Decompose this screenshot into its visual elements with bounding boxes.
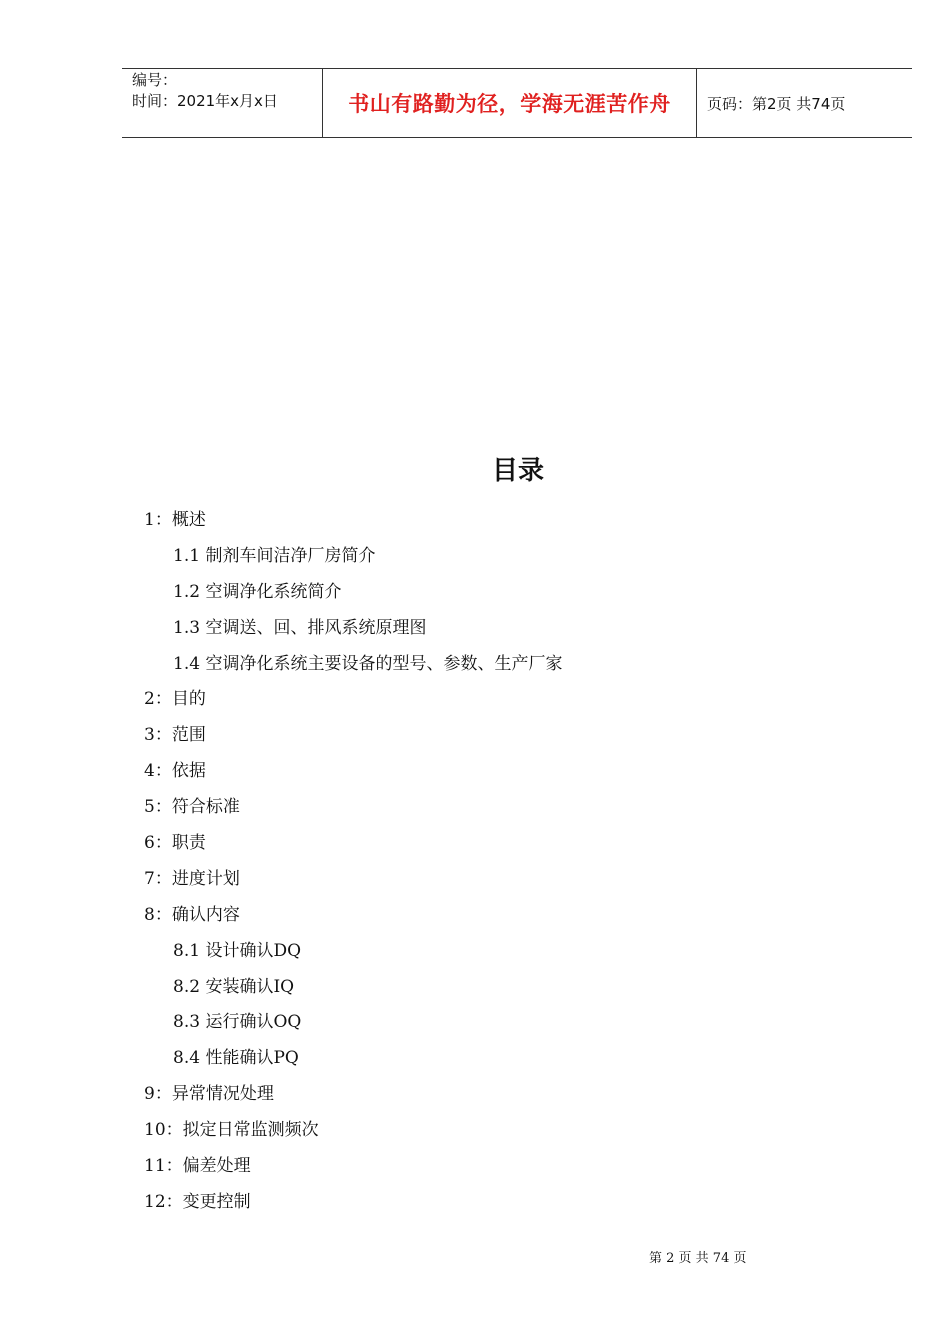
page-footer: 第 2 页 共 74 页 — [649, 1251, 747, 1266]
toc-entry: 8.2 安装确认IQ — [173, 976, 295, 997]
toc-entry: 8.4 性能确认PQ — [173, 1048, 299, 1069]
toc-entry: 5：符合标准 — [144, 797, 240, 818]
header-meta — [122, 69, 323, 137]
document-number-label: 编号： — [132, 71, 178, 89]
toc-entry: 8：确认内容 — [144, 904, 240, 925]
toc-entry: 4：依据 — [144, 761, 206, 782]
table-of-contents — [144, 505, 562, 1223]
toc-entry: 1.3 空调送、回、排风系统原理图 — [173, 617, 427, 638]
toc-entry: 2：目的 — [144, 689, 206, 710]
document-time-label: 时间：2021年x月x日 — [132, 92, 278, 110]
toc-entry: 3：范围 — [144, 725, 206, 746]
toc-entry: 1.2 空调净化系统简介 — [173, 581, 342, 602]
toc-entry: 10：拟定日常监测频次 — [144, 1120, 319, 1141]
toc-entry: 7：进度计划 — [144, 868, 240, 889]
toc-entry: 1.1 制剂车间洁净厂房简介 — [173, 545, 376, 566]
toc-entry: 1.4 空调净化系统主要设备的型号、参数、生产厂家 — [173, 653, 563, 674]
page-header — [122, 68, 912, 138]
toc-entry: 11：偏差处理 — [144, 1156, 251, 1177]
toc-entry: 6：职责 — [144, 833, 206, 854]
toc-entry: 9：异常情况处理 — [144, 1084, 274, 1105]
toc-entry: 8.3 运行确认OQ — [173, 1012, 302, 1033]
toc-entry: 12：变更控制 — [144, 1191, 251, 1212]
toc-entry: 8.1 设计确认DQ — [173, 940, 302, 961]
toc-entry: 1：概述 — [144, 510, 206, 530]
header-motto: 书山有路勤为径，学海无涯苦作舟 — [323, 69, 697, 137]
toc-title: 目录 — [491, 456, 544, 486]
header-page-number: 页码：第2页 共74页 — [707, 94, 846, 113]
